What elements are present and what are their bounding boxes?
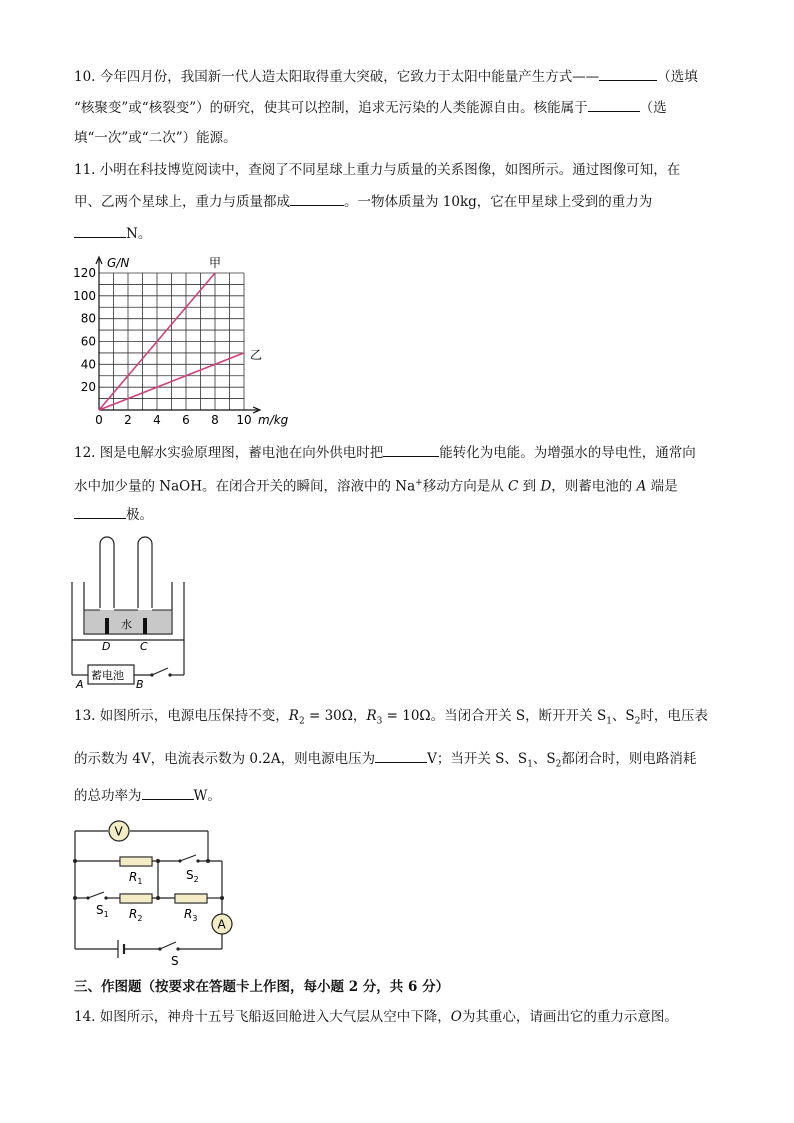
test-tube-right (138, 537, 152, 608)
switch-s2 (180, 855, 196, 861)
q13-line2: 的示数为 4V，电流表示数为 0.2A，则电源电压为 V；当开关 S、$S_1$、$S_2$都闭合时，则电路消耗 (74, 748, 724, 775)
svg-text:V: V (114, 824, 123, 839)
y-tick-label: 120 (73, 266, 96, 280)
switch-s (160, 942, 176, 949)
label-s2: $S_2$ (186, 868, 199, 884)
y-tick-label: 80 (80, 311, 96, 326)
label-s1: $S_1$ (96, 903, 109, 919)
circuit-diagram (60, 818, 250, 968)
label-r1: $R_1$ (129, 870, 143, 886)
q13-line3: 的总功率为 W。 (74, 785, 724, 806)
svg-text:A: A (217, 917, 226, 932)
x-tick-label: 6 (182, 413, 190, 427)
label-a: A (76, 678, 84, 691)
q12-line1: 12. 图是电解水实验原理图，蓄电池在向外供电时把 能转化为电能。为增强水的导电性，通常向 (74, 442, 724, 463)
q11-line3: N。 (74, 223, 724, 244)
answer-blank[interactable] (74, 504, 126, 519)
label-r3: $R_3$ (184, 907, 198, 923)
y-tick-label: 40 (80, 357, 96, 372)
test-tube-left (100, 537, 114, 608)
electrode-c (143, 618, 147, 634)
electrode-d (105, 618, 109, 634)
q10-line3: 填“一次”或“二次”）能源。 (74, 130, 237, 146)
electrolysis-diagram (60, 530, 200, 695)
answer-blank[interactable] (375, 748, 427, 763)
x-tick-label: 0 (95, 413, 103, 427)
q11-line2: 甲、乙两个星球上，重力与质量都成 。一物体质量为 10kg，它在甲星球上受到的重力为 (74, 191, 724, 212)
answer-blank[interactable] (142, 785, 194, 800)
series-label-jia: 甲 (209, 256, 222, 270)
battery-label: 蓄电池 (91, 669, 124, 682)
q10-line1: 10. 今年四月份，我国新一代人造太阳取得重大突破，它致力于太阳中能量产生方式—— （选填 (74, 66, 724, 87)
y-axis-label: G/N (107, 256, 130, 270)
q13-line1: 13. 如图所示，电源电压保持不变，$R_2 = 30\Omega$，$R_3 = 10\Omega$。当闭合开关 S，断开开关 $S_1$、$S_2$时，电压表 (74, 708, 708, 727)
x-tick-label: 2 (124, 413, 132, 427)
label-r2: $R_2$ (129, 907, 143, 923)
q11-line1: 11. 小明在科技博览阅读中，查阅了不同星球上重力与质量的关系图像，如图所示。通过图像可知，在 (74, 162, 681, 178)
label-c: C (140, 640, 148, 653)
water-label: 水 (121, 618, 132, 631)
y-tick-label: 100 (73, 288, 96, 303)
q12-line2: 水中加少量的 NaOH。在闭合开关的瞬间，溶液中的 Na+移动方向是从 C 到 D，则蓄电池的 A 端是 (74, 478, 678, 495)
x-tick-label: 4 (153, 413, 161, 427)
switch (152, 668, 168, 675)
label-d: D (102, 640, 111, 653)
y-tick-label: 60 (80, 334, 96, 349)
label-s: S (171, 954, 179, 968)
y-tick-label: 20 (80, 380, 96, 395)
x-axis-label: m/kg (258, 413, 289, 427)
q12-line3: 极。 (74, 504, 724, 525)
section-heading: 三、作图题（按要求在答题卡上作图，每小题 2 分，共 6 分） (74, 979, 450, 995)
series-label-yi: 乙 (250, 347, 263, 362)
label-b: B (136, 678, 144, 691)
x-tick-label: 10 (236, 413, 252, 427)
answer-blank[interactable] (383, 442, 439, 457)
switch-s1 (88, 892, 104, 898)
x-tick-label: 8 (211, 413, 219, 427)
q14-line1: 14. 如图所示，神舟十五号飞船返回舱进入大气层从空中下降，O为其重心，请画出它的重力示意图。 (74, 1009, 678, 1025)
q10-line2: “核聚变”或“核裂变”）的研究，使其可以控制，追求无污染的人类能源自由。核能属于 （选 (74, 97, 724, 118)
